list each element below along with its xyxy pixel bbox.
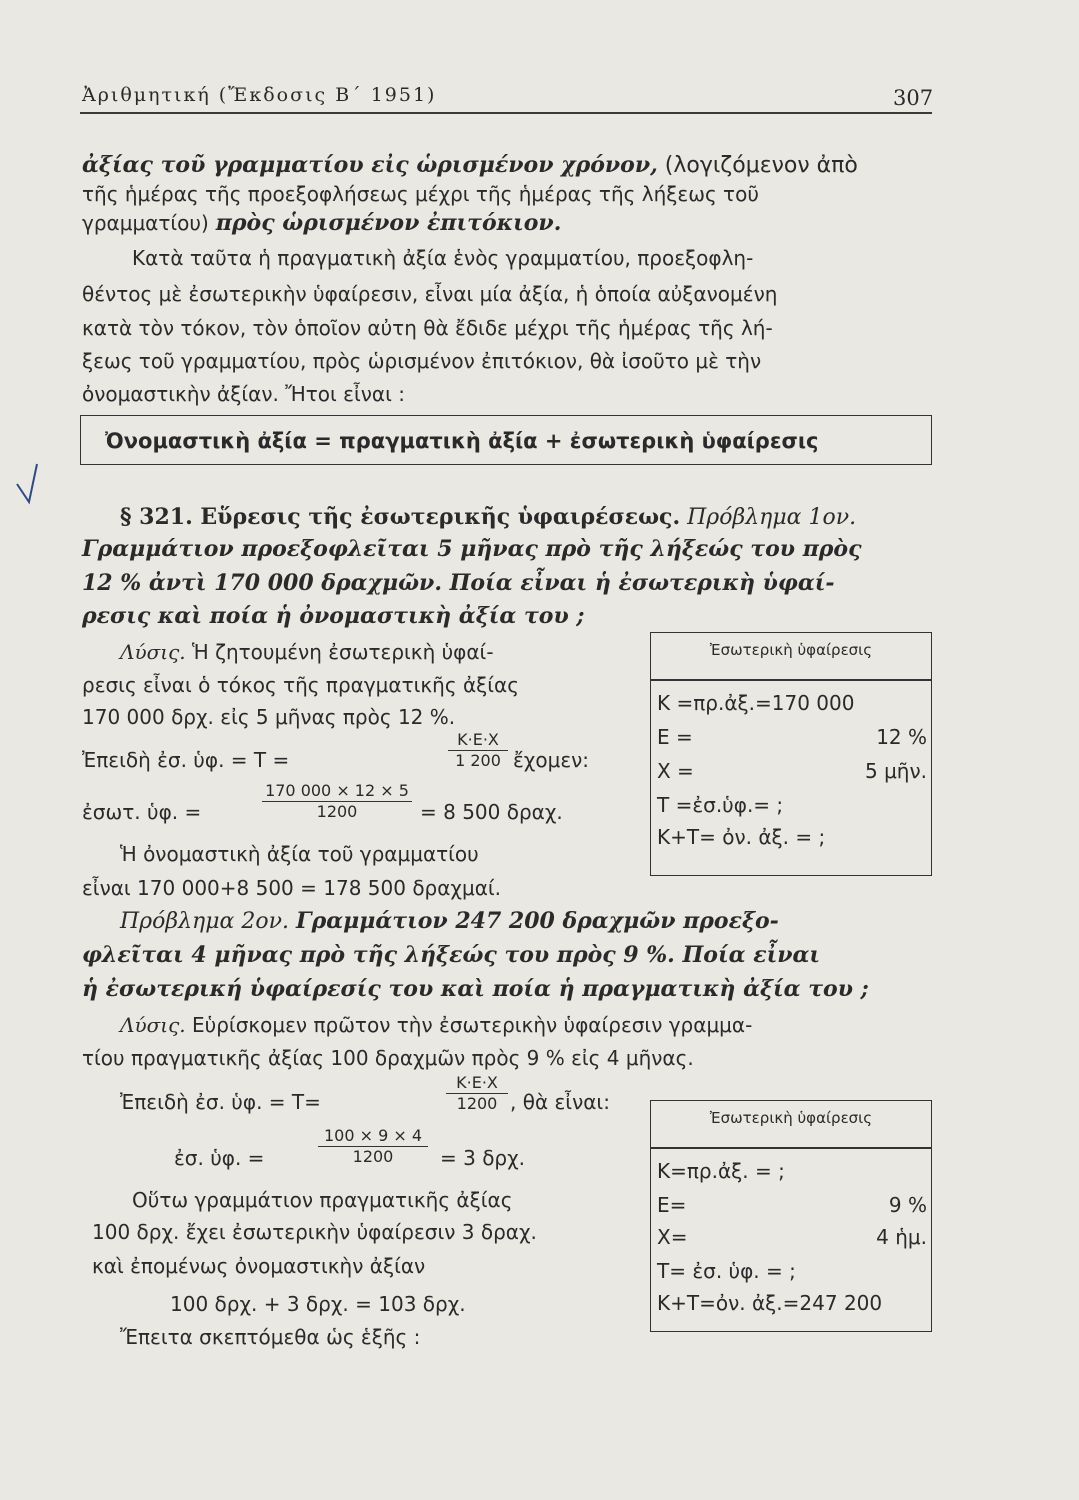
problem-1-label: Πρόβλημα 1ον. — [687, 505, 857, 530]
fraction-2 — [262, 781, 412, 821]
section-heading: § 321. Εὕρεσις τῆς ἐσωτερικῆς ὑφαιρέσεως. — [120, 504, 681, 530]
solution-2-line-4-b: = 3 δρχ. — [440, 1146, 526, 1170]
solution-1-line-5-b: = 8 500 δραχ. — [420, 800, 563, 824]
fraction-2-numerator: 170 000 × 12 × 5 — [265, 781, 409, 800]
intro-line-6: κατὰ τὸν τόκον, τὸν ὁποῖον αὐτη θὰ ἔδιδε μέχρι τῆς ἡμέρας τῆς λή- — [82, 316, 773, 340]
fraction-3-denominator: 1200 — [446, 1093, 508, 1113]
solution-1-line-3: 170 000 δρχ. εἰς 5 μῆνας πρὸς 12 %. — [82, 705, 456, 729]
fraction-4-denominator: 1200 — [318, 1146, 428, 1166]
intro-line-3-a: γραμματίου) — [82, 211, 209, 235]
side-table-1-divider — [651, 679, 931, 681]
side-table-2-row: Κ+Τ=ὀν. ἀξ.=247 200 — [657, 1291, 883, 1315]
side-table-2-row: Τ= ἐσ. ὑφ. = ; — [657, 1259, 796, 1283]
side-table-1-row: Κ+Τ= ὀν. ἀξ. = ; — [657, 825, 826, 849]
fraction-1 — [448, 730, 508, 770]
intro-line-3-bold: πρὸς ὡρισμένον ἐπιτόκιον. — [215, 210, 562, 236]
fraction-3-numerator: Κ·Ε·Χ — [456, 1073, 498, 1092]
solution-2-line-3-a: Ἐπειδὴ ἐσ. ὑφ. = Τ= — [120, 1090, 321, 1114]
solution-2-line-2: τίου πραγματικῆς ἀξίας 100 δραχμῶν πρὸς 9 % εἰς 4 μῆνας. — [82, 1046, 694, 1070]
side-table-2-row: Ε= 9 % — [657, 1193, 927, 1217]
fraction-3 — [446, 1073, 508, 1113]
side-table-1-row: Χ = 5 μῆν. — [657, 759, 927, 783]
fraction-1-numerator: Κ·Ε·Χ — [457, 730, 499, 749]
side-table-2-title: Ἐσωτερικὴ ὑφαίρεσις — [709, 1109, 873, 1127]
fraction-4-numerator: 100 × 9 × 4 — [323, 1126, 423, 1145]
intro-line-1 — [82, 152, 858, 178]
side-table-2-row: Κ=πρ.ἀξ. = ; — [657, 1159, 785, 1183]
solution-1-line-2: ρεσις εἶναι ὁ τόκος τῆς πραγματικῆς ἀξίας — [82, 673, 519, 697]
problem-2-line-1 — [120, 908, 779, 934]
side-table-2-divider — [651, 1147, 931, 1149]
side-table-1-row: Τ =ἐσ.ὑφ.= ; — [657, 793, 784, 817]
problem-1-line-3: 12 % ἀντὶ 170 000 δραχμῶν. Ποία εἶναι ἡ ἐσωτερικὴ ὑφαί- — [82, 570, 835, 596]
solution-2-line-5: Οὕτω γραμμάτιον πραγματικῆς ἀξίας — [132, 1188, 513, 1212]
page-number: 307 — [893, 86, 934, 110]
running-header: Ἀριθμητική (Ἔκδοσις Β΄ 1951) — [82, 84, 437, 106]
handwritten-check-mark-icon — [15, 462, 45, 522]
intro-line-7: ξεως τοῦ γραμματίου, πρὸς ὡρισμένον ἐπιτόκιον, θὰ ἰσοῦτο μὲ τὴν — [82, 349, 762, 373]
problem-1-line-2: Γραμμάτιον προεξοφλεῖται 5 μῆνας πρὸ τῆς λήξεώς του πρὸς — [82, 536, 862, 562]
side-table-1 — [650, 632, 932, 876]
intro-line-3 — [82, 210, 561, 236]
side-table-2-row: Χ= 4 ἡμ. — [657, 1225, 927, 1249]
solution-2-line-4-a: ἐσ. ὑφ. = — [174, 1146, 265, 1170]
problem-2-line-3: ἡ ἐσωτερική ὑφαίρεσίς του καὶ ποία ἡ πραγματικὴ ἀξία του ; — [82, 976, 869, 1002]
section-heading-line — [120, 504, 856, 530]
problem-2-label: Πρόβλημα 2ον. — [120, 909, 289, 934]
solution-2-line-6: 100 δρχ. ἔχει ἐσωτερικὴν ὑφαίρεσιν 3 δραχ. — [92, 1220, 537, 1244]
intro-line-4: Κατὰ ταῦτα ἡ πραγματικὴ ἀξία ἑνὸς γραμματίου, προεξοφλη- — [132, 246, 754, 270]
problem-2-line-1-rest: Γραμμάτιον 247 200 δραχμῶν προεξο- — [295, 908, 779, 934]
solution-1-line-4-a: Ἐπειδὴ ἐσ. ὑφ. = Τ = — [82, 748, 290, 772]
side-table-1-row: Κ =πρ.ἀξ.=170 000 — [657, 691, 855, 715]
solution-1-line-1 — [120, 640, 494, 664]
side-table-2 — [650, 1100, 932, 1332]
solution-1-text-1: Ἡ ζητουμένη ἐσωτερικὴ ὑφαί- — [192, 640, 494, 664]
intro-line-2: τῆς ἡμέρας τῆς προεξοφλήσεως μέχρι τῆς ἡμέρας τῆς λήξεως τοῦ — [82, 182, 759, 206]
solution-1-line-4-b: ἔχομεν: — [513, 748, 590, 772]
solution-2-line-8: 100 δρχ. + 3 δρχ. = 103 δρχ. — [170, 1292, 466, 1316]
solution-1-line-5-a: ἐσωτ. ὑφ. = — [82, 800, 202, 824]
header-rule — [80, 112, 932, 114]
solution-2-label: Λύσις. — [120, 1013, 186, 1037]
side-table-1-title: Ἐσωτερικὴ ὑφαίρεσις — [709, 641, 873, 659]
solution-1-line-7: εἶναι 170 000+8 500 = 178 500 δραχμαί. — [82, 876, 502, 900]
solution-1-line-6: Ἡ ὀνομαστικὴ ἀξία τοῦ γραμματίου — [120, 842, 479, 866]
formula-box: Ὀνομαστικὴ ἀξία = πραγματικὴ ἀξία + ἐσωτερικὴ ὑφαίρεσις — [80, 415, 932, 465]
solution-2-line-3-b: , θὰ εἶναι: — [510, 1090, 610, 1114]
solution-2-text-1: Εὑρίσκομεν πρῶτον τὴν ἐσωτερικὴν ὑφαίρεσιν γραμμα- — [192, 1013, 753, 1037]
intro-bold-phrase: ἀξίας τοῦ γραμματίου εἰς ὡρισμένον χρόνον, — [82, 152, 658, 178]
problem-1-line-4: ρεσις καὶ ποία ἡ ὀνομαστικὴ ἀξία του ; — [82, 603, 585, 629]
solution-2-line-1 — [120, 1013, 752, 1037]
fraction-4 — [318, 1126, 428, 1166]
problem-2-line-2: φλεῖται 4 μῆνας πρὸ τῆς λήξεώς του πρὸς 9 %. Ποία εἶναι — [82, 942, 821, 968]
side-table-1-row: Ε = 12 % — [657, 725, 927, 749]
intro-line-8: ὀνομαστικὴν ἀξίαν. Ἤτοι εἶναι : — [82, 382, 405, 406]
fraction-2-denominator: 1200 — [262, 801, 412, 821]
solution-2-line-7: καὶ ἐπομένως ὀνομαστικὴν ἀξίαν — [92, 1254, 426, 1278]
fraction-1-denominator: 1 200 — [448, 750, 508, 770]
intro-line-1-rest: (λογιζόμενον ἀπὸ — [664, 153, 858, 178]
solution-2-line-9: Ἔπειτα σκεπτόμεθα ὡς ἑξῆς : — [120, 1325, 421, 1349]
intro-line-5: θέντος μὲ ἐσωτερικὴν ὑφαίρεσιν, εἶναι μία ἀξία, ἡ ὁποία αὐξανομένη — [82, 282, 778, 306]
solution-1-label: Λύσις. — [120, 640, 186, 664]
